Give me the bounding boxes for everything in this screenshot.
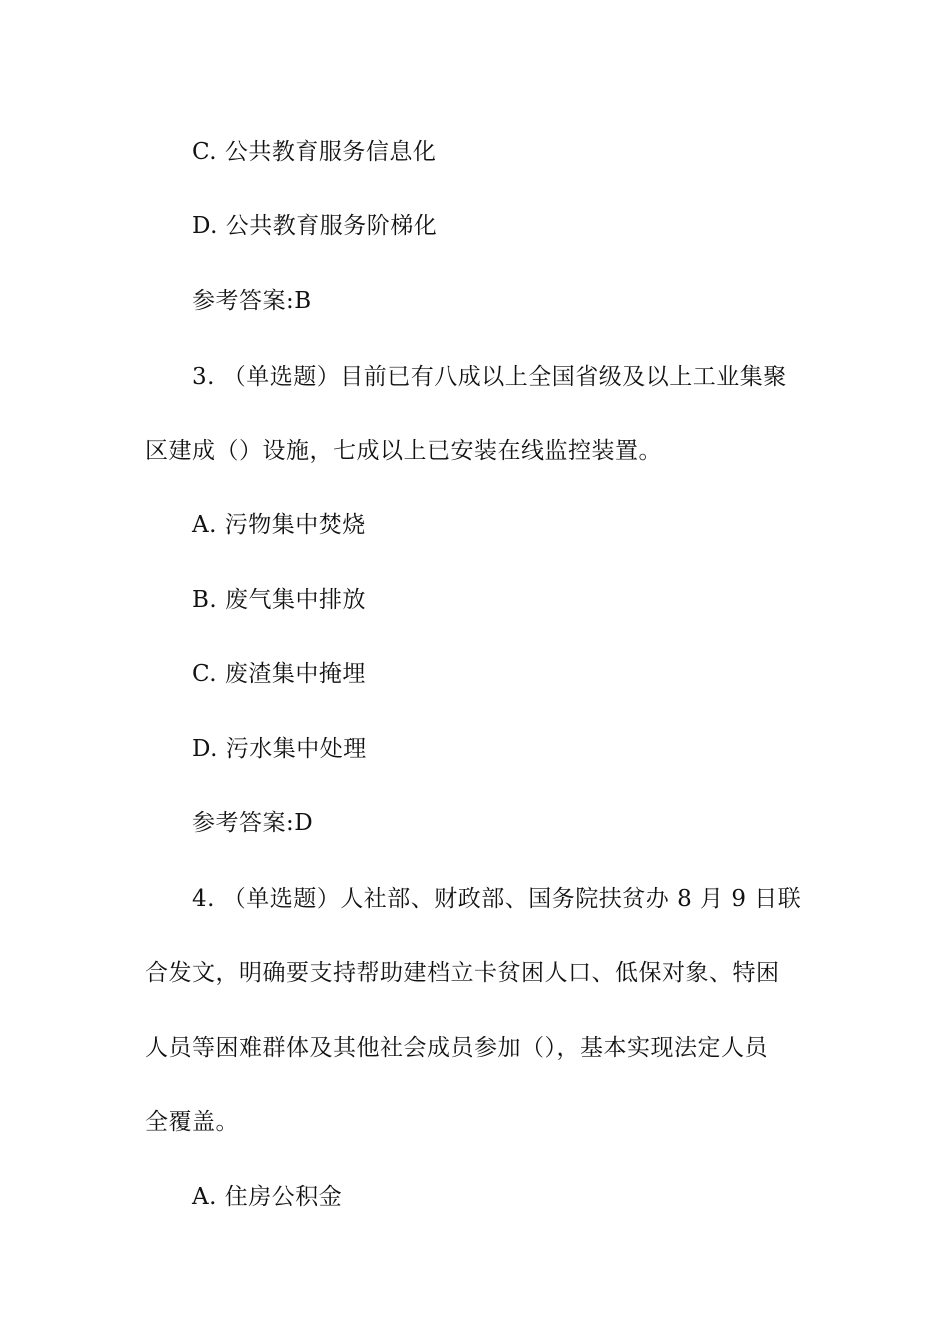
q2-option-c: C. 公共教育服务信息化	[192, 139, 437, 165]
q3-stem-line-2: 区建成（）设施，七成以上已安装在线监控装置。	[145, 438, 662, 464]
q4-stem-line-3: 人员等困难群体及其他社会成员参加（），基本实现法定人员	[145, 1035, 768, 1061]
q2-option-d: D. 公共教育服务阶梯化	[192, 213, 438, 239]
q4-option-a: A. 住房公积金	[192, 1184, 343, 1210]
q4-stem-line-2: 合发文，明确要支持帮助建档立卡贫困人口、低保对象、特困	[145, 960, 780, 986]
q3-stem-line-1: 3. （单选题）目前已有八成以上全国省级及以上工业集聚	[192, 364, 787, 390]
q4-stem-line-1: 4. （单选题）人社部、财政部、国务院扶贫办 8 月 9 日联	[192, 886, 802, 912]
q3-answer: 参考答案:D	[192, 810, 314, 836]
q3-option-b: B. 废气集中排放	[192, 587, 367, 613]
q4-stem-line-4: 全覆盖。	[145, 1109, 239, 1135]
q3-option-d: D. 污水集中处理	[192, 736, 367, 762]
q3-option-a: A. 污物集中焚烧	[192, 512, 366, 538]
q3-option-c: C. 废渣集中掩埋	[192, 661, 366, 687]
q2-answer: 参考答案:B	[192, 288, 312, 314]
